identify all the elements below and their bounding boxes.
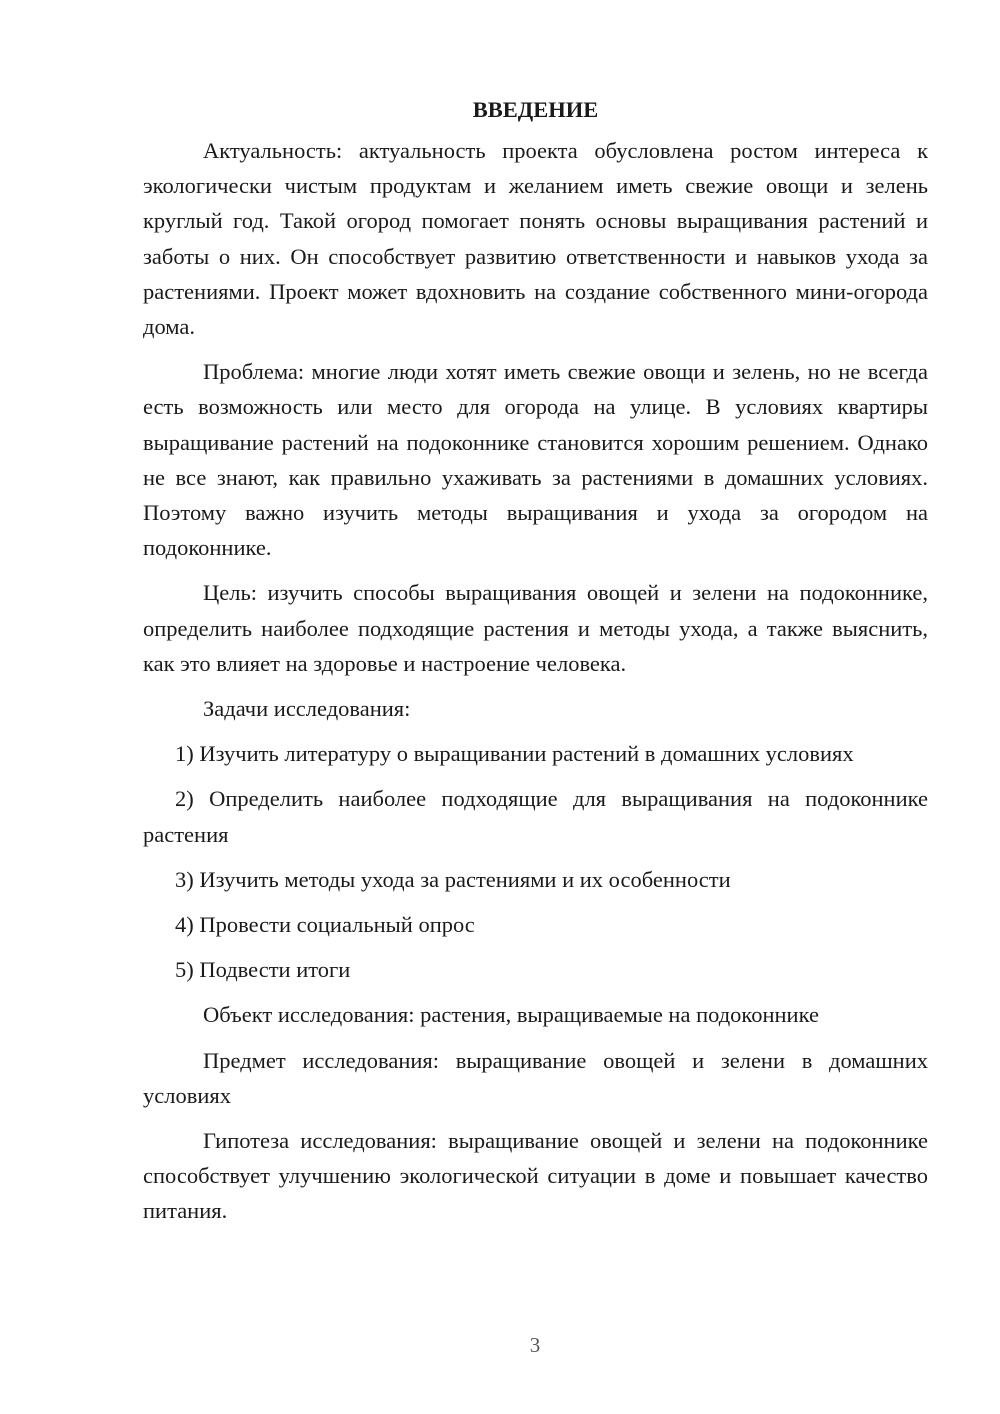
page-number: 3	[529, 1333, 541, 1357]
relevance-paragraph: Актуальность: актуальность проекта обусловлена ростом интереса к экологически чистым продуктам и желанием иметь свежие овощи и зелень круглый год. Такой огород помогает понять основы выращивания растений и заботы о них. Он способствует развитию ответственности и навыков ухода за растениями. Проект может вдохновить на создание собственного мини-огорода дома.	[143, 138, 928, 340]
tasks-heading: Задачи исследования:	[203, 696, 411, 722]
subject-paragraph: Предмет исследования: выращивание овощей и зелени в домашних условиях	[143, 1047, 928, 1108]
task-item-3: 3) Изучить методы ухода за растениями и их особенности	[175, 866, 731, 892]
task-item-5: 5) Подвести итоги	[175, 957, 351, 983]
page-content	[143, 92, 928, 1239]
goal-paragraph: Цель: изучить способы выращивания овощей и зелени на подоконнике, определить наиболее подходящие растения и методы ухода, а также выяснить, как это влияет на здоровье и настроение человека.	[143, 580, 928, 676]
object-paragraph: Объект исследования: растения, выращиваемые на подоконнике	[203, 1002, 819, 1028]
hypothesis-paragraph: Гипотеза исследования: выращивание овощей и зелени на подоконнике способствует улучшению экологической ситуации в доме и повышает качество питания.	[143, 1128, 928, 1224]
section-title: ВВЕДЕНИЕ	[472, 97, 599, 122]
task-item-4: 4) Провести социальный опрос	[175, 912, 475, 938]
task-item-1: 1) Изучить литературу о выращивании растений в домашних условиях	[175, 741, 854, 767]
task-item-2: 2) Определить наиболее подходящие для выращивания на подоконнике растения	[143, 786, 928, 847]
problem-paragraph: Проблема: многие люди хотят иметь свежие овощи и зелень, но не всегда есть возможность или место для огорода на улице. В условиях квартиры выращивание растений на подоконнике становится хорошим решением. Однако не все знают, как правильно ухаживать за растениями в домашних условиях. Поэтому важно изучить методы выращивания и ухода за огородом на подоконнике.	[143, 359, 928, 561]
